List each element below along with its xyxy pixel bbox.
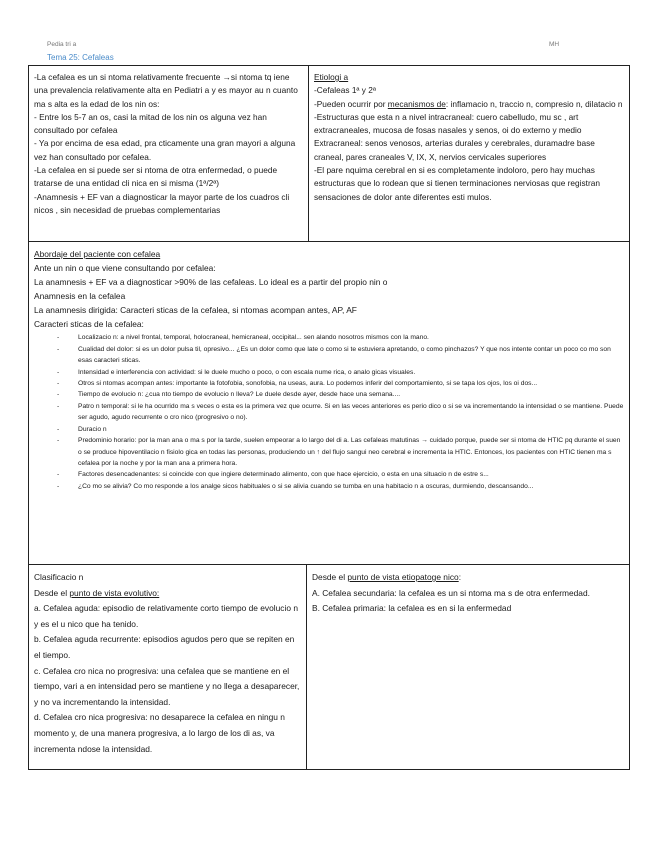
list-item: - Factores desencadenantes: si coincide con que ingiere determinado alimento, con que hace ejercicio, o esta en una situacio n de estre s... bbox=[34, 469, 624, 480]
approach-line: La anamnesis dirigida: Caracteri sticas de la cefalea, si ntomas acompan antes, AP, AF bbox=[34, 304, 357, 315]
classification-item: A. Cefalea secundaria: la cefalea es un si ntoma ma s de otra enfermedad. bbox=[312, 587, 590, 598]
list-item: - ¿Co mo se alivia? Co mo responde a los analge sicos habituales o si se alivia cuando se tumba en una habitacio n a oscuras, durmiendo, descansando... bbox=[34, 481, 624, 492]
etiopathogenic-heading bbox=[312, 570, 624, 586]
underlined-text: mecanismos de bbox=[387, 98, 446, 109]
header-initials: MH bbox=[549, 41, 560, 48]
approach-title: Abordaje del paciente con cefalea bbox=[34, 249, 161, 259]
approach-line: Ante un nin o que viene consultando por cefalea: bbox=[34, 262, 216, 273]
classification-item: c. Cefalea cro nica no progresiva: una cefalea que se mantiene en el tiempo, vari a en intensidad pero se mantiene y no llega a desaparecer, y no va incrementando la intensidad. bbox=[34, 665, 300, 707]
list-item: - Tiempo de evolucio n: ¿cua nto tiempo de evolucio n lleva? Le duele desde ayer, desde hace una semana.... bbox=[34, 389, 624, 400]
classification-item: a. Cefalea aguda: episodio de relativamente corto tiempo de evolucio n y es el u nico que ha tenido. bbox=[34, 603, 298, 629]
text-span: -Pueden ocurrir por bbox=[314, 98, 388, 109]
text-span: Desde el bbox=[312, 572, 348, 582]
characteristics-list bbox=[34, 332, 624, 492]
text-span: : inflamacio n, traccio n, compresio n, dilatacio n bbox=[445, 98, 623, 109]
intro-paragraph: - Ya por encima de esa edad, pra cticamente una gran mayori a alguna vez han consultado por cefalea. bbox=[34, 138, 296, 162]
topic-title: Tema 25: Cefaleas bbox=[47, 53, 114, 62]
underlined-text: punto de vista evolutivo: bbox=[69, 587, 160, 598]
list-item: - Localizacio n: a nivel frontal, temporal, holocraneal, hemicraneal, occipital... sen alando nosotros mismos con la mano. bbox=[34, 332, 624, 343]
etiopathogenic-cell bbox=[307, 565, 629, 769]
approach-line: La anamnesis + EF va a diagnosticar >90% de las cefaleas. Lo ideal es a partir del propio nin o bbox=[34, 276, 388, 287]
text-span: : bbox=[458, 572, 462, 582]
etiology-line bbox=[314, 98, 624, 111]
approach-line: Anamnesis en la cefalea bbox=[34, 290, 126, 301]
intro-left-cell bbox=[29, 66, 309, 241]
intro-paragraph: -La cefalea es un si ntoma relativamente frecuente →si ntoma tq iene una prevalencia relativamente alta en Pediatri a y es mayor au n cuanto ma s alta es la edad de los nin os: bbox=[34, 72, 298, 109]
evolutive-cell bbox=[29, 565, 307, 769]
intro-paragraph: - Entre los 5-7 an os, casi la mitad de los nin os alguna vez han consultado por cefalea bbox=[34, 111, 267, 136]
list-item: - Patro n temporal: si le ha ocurrido ma s veces o esta es la primera vez que ocurre. Si en las veces anteriores es perio dico o si se va incrementando la intensidad o se mantiene. Puede ser agudo, agudo recurrente o cro nico (progresivo o no). bbox=[34, 401, 624, 424]
etiology-line: -El pare nquima cerebral en si es completamente indoloro, pero hay muchas estructuras que lo rodean que si tienen terminaciones nerviosas que registran sensaciones de dolor ante diferentes esti mulos. bbox=[314, 165, 600, 202]
list-item: - Otros si ntomas acompan antes: importante la fotofobia, sonofobia, na useas, aura. Lo podemos inferir del comportamiento, si se tapa los ojos, los oi dos... bbox=[34, 378, 624, 389]
list-item: - Cualidad del dolor: si es un dolor pulsa til, opresivo... ¿Es un dolor como que late o como si te estuviera apretando, o como pinchazos? Y que nos intente contar un poco co mo son esas caracteri sticas. bbox=[34, 344, 624, 367]
classification-item: B. Cefalea primaria: la cefalea es en si la enfermedad bbox=[312, 603, 512, 614]
intro-table bbox=[28, 65, 630, 242]
classification-item: d. Cefalea cro nica progresiva: no desaparece la cefalea en ningu n momento y, de una manera progresiva, a lo largo de los di as, va incrementa ndose la intensidad. bbox=[34, 712, 285, 754]
approach-table bbox=[28, 241, 630, 565]
classification-title: Clasificacio n bbox=[34, 572, 84, 582]
etiology-title: Etiologi a bbox=[314, 72, 349, 82]
list-item: - Intensidad e interferencia con actividad: si le duele mucho o poco, o con escala nume rica, o analo gicas visuales. bbox=[34, 367, 624, 378]
etiology-cell bbox=[309, 66, 629, 241]
intro-paragraph: -Anamnesis + EF van a diagnosticar la mayor parte de los cuadros cli nicos , sin necesidad de pruebas complementarias bbox=[34, 191, 290, 215]
list-item: - Predominio horario: por la man ana o ma s por la tarde, suelen empeorar a lo largo del di a. Las cefaleas matutinas → cuidado porque, puede ser si ntoma de HTIC pq durante el suen o se produce hipoventilacio n fisiolo gica en todas las personas, produciendo un ↑ del flujo sangui neo cerebral e incrementa la HTIC. Entonces, los pacientes con HTIC tienen ma s cefalea por la noche y por la man ana a primera hora. bbox=[34, 435, 624, 469]
underlined-text: punto de vista etiopatoge nico bbox=[347, 572, 459, 582]
text-span: Desde el bbox=[34, 587, 70, 598]
header-subject: Pedia tri a bbox=[47, 41, 77, 48]
etiology-line: Extracraneal: senos venosos, arterias durales y cerebrales, duramadre base craneal, pares craneales V, IX, X, nervios cervicales superiores bbox=[314, 138, 595, 162]
evolutive-heading bbox=[34, 586, 301, 602]
classification-item: b. Cefalea aguda recurrente: episodios agudos pero que se repiten en el tiempo. bbox=[34, 634, 295, 660]
etiology-line: -Cefaleas 1ª y 2ª bbox=[314, 85, 376, 96]
etiology-line: -Estructuras que esta n a nivel intracraneal: cuero cabelludo, mu sc , art extracraneales, mucosa de fosas nasales y senos, oi do externo y medio bbox=[314, 111, 582, 136]
approach-cell bbox=[29, 242, 629, 498]
approach-line: Caracteri sticas de la cefalea: bbox=[34, 318, 144, 329]
classification-table bbox=[28, 564, 630, 770]
list-item: - Duracio n bbox=[34, 424, 624, 435]
intro-paragraph: -La cefalea en si puede ser si ntoma de otra enfermedad, o puede tratarse de una entidad cli nica en si misma (1ª/2ª) bbox=[34, 165, 278, 189]
